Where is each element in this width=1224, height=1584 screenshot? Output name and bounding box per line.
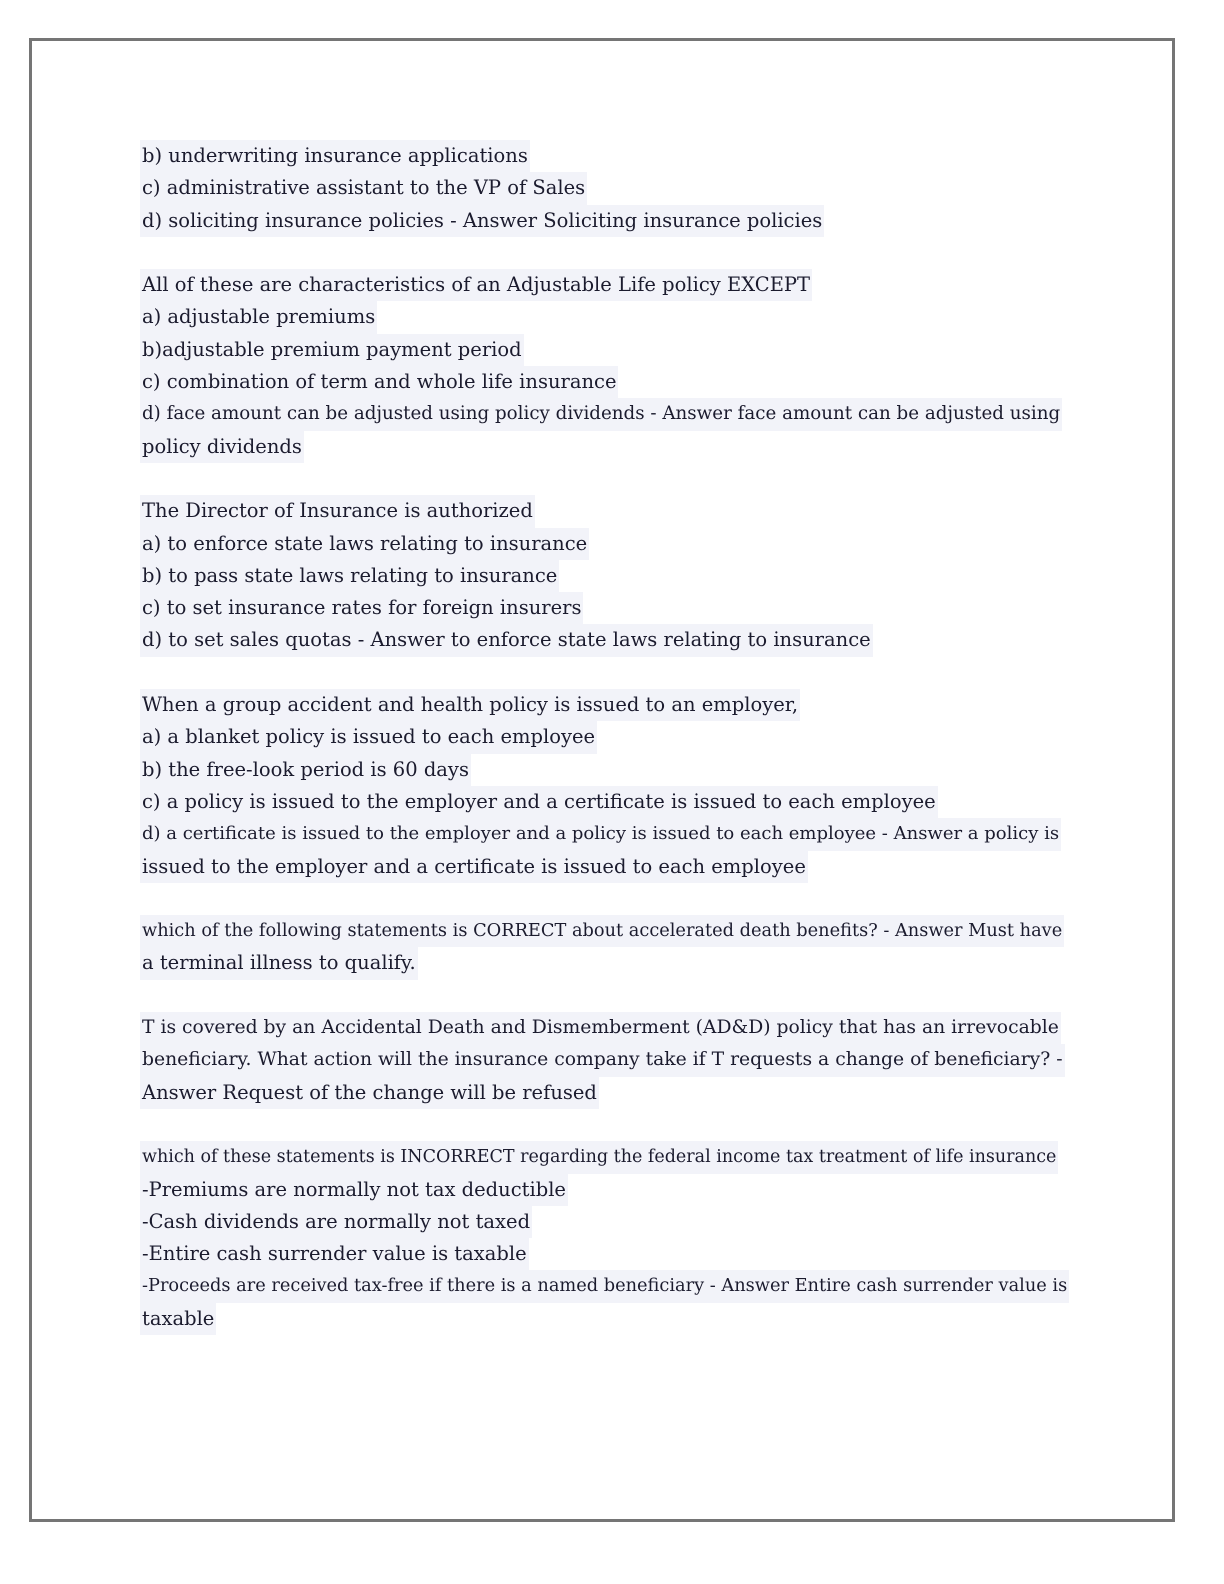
question-block (142, 269, 1082, 463)
question-block (142, 140, 1082, 237)
question-text: beneficiary. What action will the insurance company take if T requests a change of beneficiary? - (140, 1044, 1065, 1076)
option-text: d) to set sales quotas - Answer to enforce state laws relating to insurance (140, 624, 873, 656)
question-block (142, 1012, 1082, 1109)
document-content (142, 140, 1082, 1335)
answer-text: issued to the employer and a certificate is issued to each employee (140, 851, 808, 883)
text-line: b) underwriting insurance applications (140, 140, 530, 172)
answer-text: policy dividends (140, 431, 304, 463)
answer-text: a terminal illness to qualify. (140, 947, 418, 979)
question-text: T is covered by an Accidental Death and Dismemberment (AD&D) policy that has an irrevocable (140, 1012, 1061, 1044)
question-text: which of the following statements is CORRECT about accelerated death benefits? - Answer Must have (140, 915, 1064, 947)
option-text: a) adjustable premiums (140, 301, 377, 333)
option-text: b) the free-look period is 60 days (140, 754, 471, 786)
option-text: a) to enforce state laws relating to insurance (140, 528, 589, 560)
question-block (142, 1141, 1082, 1335)
option-text: c) a policy is issued to the employer and a certificate is issued to each employee (140, 786, 938, 818)
option-text: -Proceeds are received tax-free if there is a named beneficiary - Answer Entire cash surrender value is (140, 1270, 1069, 1302)
question-block (142, 915, 1082, 980)
question-block (142, 689, 1082, 883)
option-text: b)adjustable premium payment period (140, 334, 524, 366)
option-text: c) combination of term and whole life insurance (140, 366, 618, 398)
option-text: a) a blanket policy is issued to each employee (140, 721, 597, 753)
option-text: c) to set insurance rates for foreign insurers (140, 592, 583, 624)
question-block (142, 495, 1082, 656)
option-text: b) to pass state laws relating to insurance (140, 560, 559, 592)
option-text: d) face amount can be adjusted using policy dividends - Answer face amount can be adjusted using (140, 398, 1062, 430)
option-text: d) a certificate is issued to the employer and a policy is issued to each employee - Answer a policy is (140, 818, 1061, 850)
question-text: which of these statements is INCORRECT regarding the federal income tax treatment of life insurance (140, 1141, 1058, 1173)
question-text: When a group accident and health policy is issued to an employer, (140, 689, 800, 721)
question-text: All of these are characteristics of an Adjustable Life policy EXCEPT (140, 269, 812, 301)
text-line: c) administrative assistant to the VP of Sales (140, 172, 587, 204)
option-text: -Entire cash surrender value is taxable (140, 1238, 529, 1270)
option-text: -Premiums are normally not tax deductible (140, 1174, 568, 1206)
question-text: The Director of Insurance is authorized (140, 495, 535, 527)
text-line: d) soliciting insurance policies - Answer Soliciting insurance policies (140, 205, 824, 237)
option-text: -Cash dividends are normally not taxed (140, 1206, 532, 1238)
answer-text: taxable (140, 1303, 216, 1335)
answer-text: Answer Request of the change will be refused (140, 1077, 599, 1109)
